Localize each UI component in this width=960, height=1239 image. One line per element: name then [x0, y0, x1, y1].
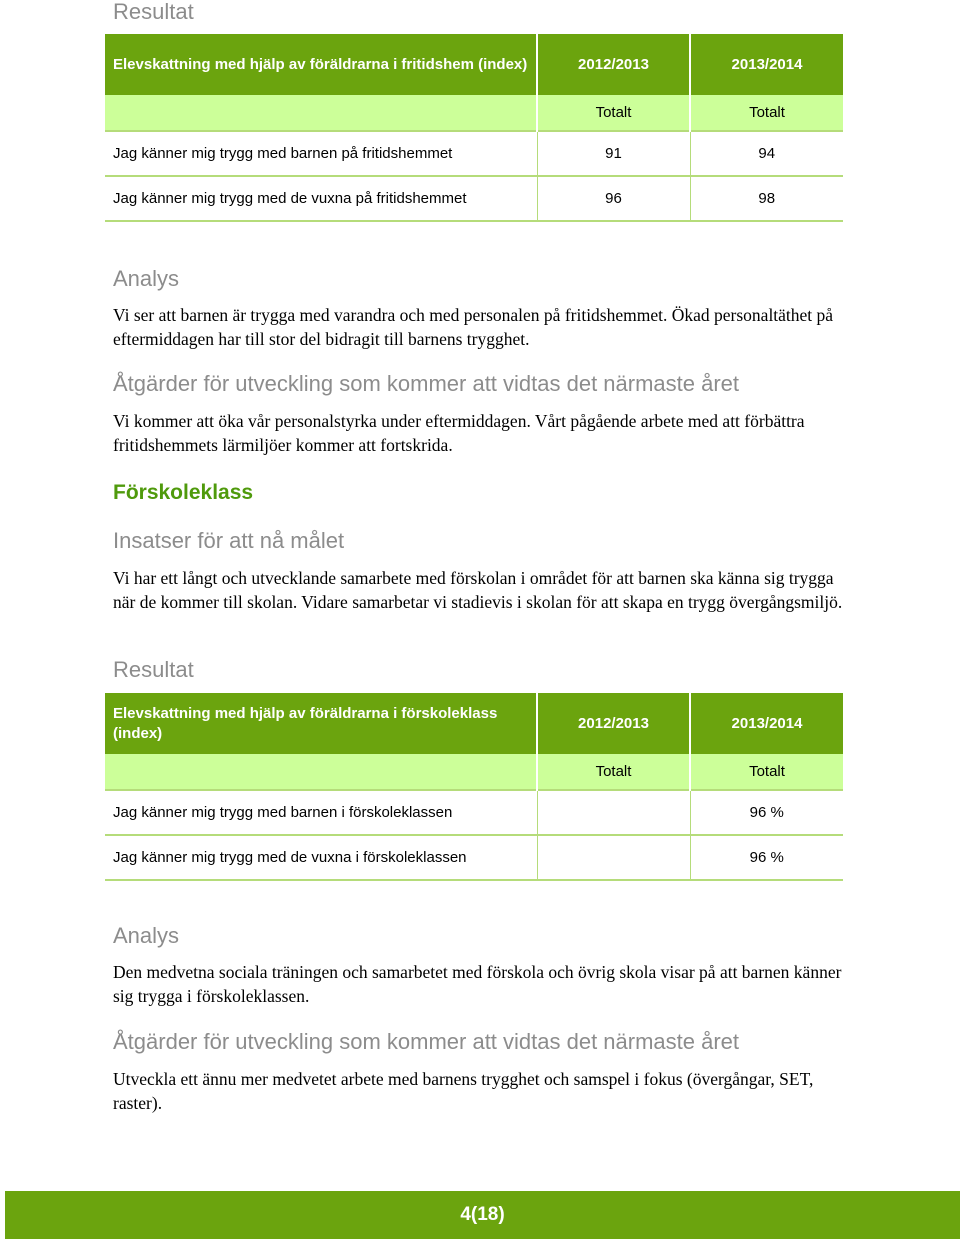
- insatser-heading: Insatser för att nå målet: [113, 528, 345, 553]
- analys-heading: Analys: [113, 266, 180, 291]
- result-table-fritidshem: [105, 34, 843, 222]
- row-value-2012: 91: [537, 131, 690, 176]
- row-question: Jag känner mig trygg med barnen i förskoleklassen: [105, 790, 537, 835]
- table-title: Elevskattning med hjälp av föräldrarna i förskoleklass (index): [105, 693, 537, 754]
- subheader-empty: [105, 754, 537, 790]
- row-question: Jag känner mig trygg med barnen på fritidshemmet: [105, 131, 537, 176]
- row-question: Jag känner mig trygg med de vuxna i förskoleklassen: [105, 835, 537, 880]
- atgarder-heading: Åtgärder för utveckling som kommer att vidtas det närmaste året: [113, 371, 740, 396]
- year-col-2: 2013/2014: [690, 693, 843, 754]
- atgarder-text: Vi kommer att öka vår personalstyrka under eftermiddagen. Vårt pågående arbete med att förbättra fritidshemmets lärmiljöer kommer att fortskrida.: [113, 411, 805, 455]
- insatser-text: Vi har ett långt och utvecklande samarbete med förskolan i området för att barnen ska känna sig trygga när de kommer till skolan. Vidare samarbetar vi stadievis i skolan för att skapa en trygg övergångsmiljö.: [113, 568, 843, 612]
- row-value-2012: [537, 835, 690, 880]
- page-footer: [5, 1191, 960, 1239]
- table-row: [105, 131, 843, 176]
- subheader-totalt-2: Totalt: [690, 754, 843, 790]
- analys-heading-2: Analys: [113, 923, 180, 948]
- row-value-2013: 98: [690, 176, 843, 221]
- row-value-2013: 96 %: [690, 790, 843, 835]
- row-question: Jag känner mig trygg med de vuxna på fritidshemmet: [105, 176, 537, 221]
- table-row: [105, 835, 843, 880]
- resultat-heading: Resultat: [113, 0, 194, 24]
- subheader-totalt-2: Totalt: [690, 95, 843, 131]
- table-row: [105, 176, 843, 221]
- subheader-totalt-1: Totalt: [537, 95, 690, 131]
- resultat-heading-2: Resultat: [113, 657, 194, 682]
- table-row: [105, 790, 843, 835]
- subheader-totalt-1: Totalt: [537, 754, 690, 790]
- table-title: Elevskattning med hjälp av föräldrarna i fritidshem (index): [105, 34, 537, 95]
- section-title-forskoleklass: Förskoleklass: [113, 481, 254, 504]
- year-col-1: 2012/2013: [537, 34, 690, 95]
- row-value-2013: 94: [690, 131, 843, 176]
- result-table-forskoleklass: [105, 693, 843, 881]
- year-col-2: 2013/2014: [690, 34, 843, 95]
- row-value-2012: [537, 790, 690, 835]
- atgarder-heading-2: Åtgärder för utveckling som kommer att vidtas det närmaste året: [113, 1029, 740, 1054]
- atgarder-text-2: Utveckla ett ännu mer medvetet arbete med barnens trygghet och samspel i fokus (övergångar, SET, raster).: [113, 1069, 814, 1113]
- page-number: 4(18): [460, 1204, 505, 1225]
- analys-text: Vi ser att barnen är trygga med varandra och med personalen på fritidshemmet. Ökad personaltäthet på eftermiddagen har till stor del bidragit till barnens trygghet.: [113, 305, 834, 349]
- year-col-1: 2012/2013: [537, 693, 690, 754]
- row-value-2012: 96: [537, 176, 690, 221]
- row-value-2013: 96 %: [690, 835, 843, 880]
- subheader-empty: [105, 95, 537, 131]
- analys-text-2: Den medvetna sociala träningen och samarbetet med förskola och övrig skola visar på att barnen känner sig trygga i förskoleklassen.: [113, 962, 842, 1006]
